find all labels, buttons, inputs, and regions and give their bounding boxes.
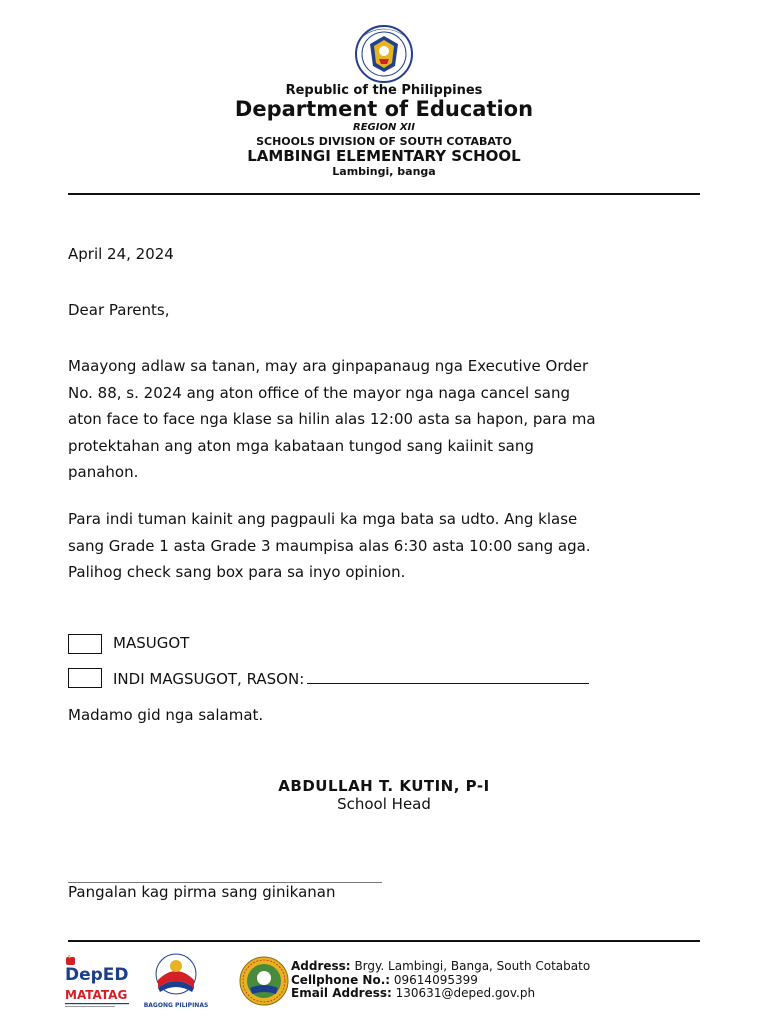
paragraph-1-line: protektahan ang aton mga kabataan tungod sang kaiinit sang [68, 436, 534, 455]
division-heading: SCHOOLS DIVISION OF SOUTH COTABATO [256, 135, 512, 148]
cellphone-value: 09614095399 [393, 972, 478, 987]
paragraph-1 [68, 353, 702, 486]
paragraph-2-line: Para indi tuman kainit ang pagpauli ka mga bata sa udto. Ang klase [68, 510, 578, 528]
deped-matatag-logo [62, 955, 140, 1010]
footer-cellphone [291, 974, 590, 988]
parent-signature-caption: Pangalan kag pirma sang ginikanan [68, 883, 336, 901]
agree-option-label: MASUGOT [113, 634, 190, 652]
republic-heading: Republic of the Philippines [285, 83, 483, 98]
school-location: Lambingi, banga [332, 165, 436, 178]
signatory-title: School Head [337, 795, 431, 813]
email-value[interactable]: 130631@deped.gov.ph [395, 986, 536, 1000]
footer-address [291, 960, 590, 974]
bagong-pilipinas-text: BAGONG PILIPINAS [144, 1002, 208, 1009]
deped-logo-text: DepED [65, 965, 129, 985]
footer-divider [68, 940, 700, 942]
address-value: Brgy. Lambingi, Banga, South Cotabato [354, 959, 591, 973]
matatag-logo-text: MATATAG [65, 988, 128, 1002]
reason-blank-line[interactable] [307, 683, 589, 684]
paragraph-1-line: No. 88, s. 2024 ang aton office of the mayor nga naga cancel sang [68, 383, 570, 402]
footer-email [291, 987, 590, 1001]
letter-date: April 24, 2024 [68, 245, 174, 263]
agree-checkbox[interactable] [68, 634, 102, 654]
disagree-option [113, 670, 589, 688]
cellphone-label: Cellphone No.: [291, 972, 391, 987]
school-seal-logo [236, 956, 292, 1006]
letter-salutation: Dear Parents, [68, 301, 170, 319]
email-label: Email Address: [291, 986, 392, 1000]
disagree-option-label: INDI MAGSUGOT, RASON: [113, 670, 305, 688]
school-name-heading: LAMBINGI ELEMENTARY SCHOOL [247, 147, 521, 165]
letter-closing: Madamo gid nga salamat. [68, 706, 264, 724]
bagong-pilipinas-logo [144, 952, 208, 1010]
disagree-checkbox[interactable] [68, 668, 102, 688]
deped-seal-logo [349, 24, 419, 84]
department-heading: Department of Education [234, 97, 534, 121]
paragraph-1-line: panahon. [68, 463, 139, 481]
paragraph-2-line: Palihog check sang box para sa inyo opinion. [68, 563, 406, 581]
region-heading: REGION XII [353, 122, 415, 133]
paragraph-1-line: aton face to face nga klase sa hilin alas 12:00 asta sa hapon, para ma [68, 410, 596, 428]
header-divider [68, 193, 700, 195]
footer-contact-block [291, 960, 590, 1001]
address-label: Address: [291, 959, 351, 973]
paragraph-1-line: Maayong adlaw sa tanan, may ara ginpapanaug nga Executive Order [68, 357, 589, 375]
signatory-name: ABDULLAH T. KUTIN, P-I [278, 777, 490, 795]
paragraph-2 [68, 506, 702, 586]
paragraph-2-line: sang Grade 1 asta Grade 3 maumpisa alas 6:30 asta 10:00 sang aga. [68, 536, 591, 555]
